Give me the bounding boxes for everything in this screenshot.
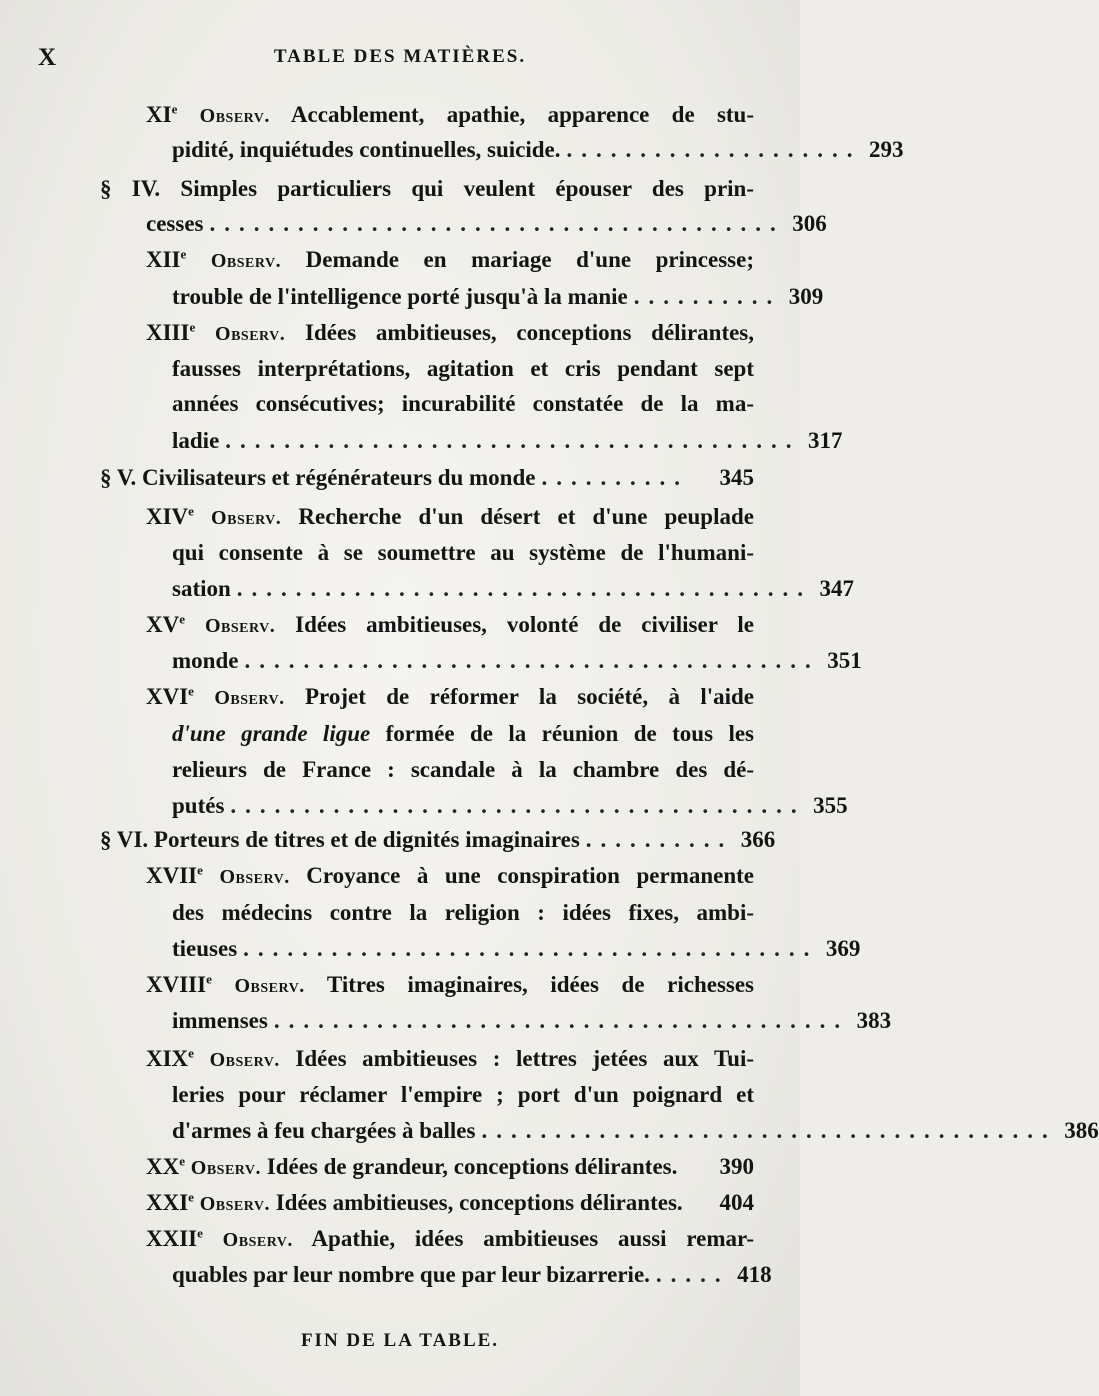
toc-entry-obs-15: XVe Observ. Idées ambitieuses, volonté de civiliser le	[146, 611, 755, 637]
toc-entry-obs-20: XXe Observ. Idées de grandeur, conceptions délirantes. 390	[146, 1150, 754, 1184]
toc-entry-obs-13-cont3: ladie ....................................... 317	[172, 424, 754, 458]
page-ref: 306	[792, 211, 827, 236]
page-ref: 383	[856, 1008, 892, 1033]
page-ref: 418	[737, 1262, 772, 1287]
toc-entry-obs-12-cont: trouble de l'intelligence porté jusqu'à la manie .......... 309	[172, 280, 754, 314]
toc-entry-obs-13-cont2: années consécutives; incurabilité constatée de la ma-	[172, 391, 754, 416]
toc-entry-obs-13: XIIIe Observ. Idées ambitieuses, conceptions délirantes,	[146, 319, 755, 345]
page-ref: 345	[719, 465, 754, 490]
page-ref: 317	[808, 428, 843, 453]
toc-entry-obs-14-cont2: sation ....................................... 347	[172, 572, 754, 606]
page-ref: 390	[719, 1154, 754, 1179]
page-ref: 355	[813, 793, 848, 818]
toc-section-6: § VI. Porteurs de titres et de dignités imaginaires .......... 366	[100, 823, 754, 857]
toc-entry-obs-16-cont2: relieurs de France : scandale à la chambre des dé-	[172, 757, 754, 782]
toc-entry-obs-19-cont1: leries pour réclamer l'empire ; port d'un poignard et	[172, 1082, 754, 1107]
toc-entry-obs-14: XIVe Observ. Recherche d'un désert et d'une peuplade	[146, 503, 754, 529]
page-ref: 347	[819, 576, 855, 601]
page-ref: 309	[788, 284, 824, 309]
toc-entry-obs-11-cont: pidité, inquiétudes continuelles, suicide. .................... 293	[172, 133, 754, 167]
page-title: TABLE DES MATIÈRES.	[273, 46, 527, 67]
toc-entry-obs-14-cont1: qui consente à se soumettre au système de l'humani-	[172, 540, 754, 565]
page-ref: 369	[825, 936, 861, 961]
toc-entry-obs-15-cont: monde ....................................... 351	[172, 644, 754, 678]
toc-section-5: § V. Civilisateurs et régénérateurs du monde .......... 345	[100, 461, 754, 495]
toc-entry-obs-22-cont: quables par leur nombre que par leur bizarrerie. ..... 418	[172, 1258, 754, 1292]
toc-entry-obs-16-cont3: putés ....................................... 355	[172, 789, 754, 823]
toc-entry-obs-16-cont1: d'une grande ligue formée de la réunion de tous les	[172, 721, 754, 746]
toc-entry-obs-19: XIXe Observ. Idées ambitieuses : lettres jetées aux Tui-	[146, 1045, 755, 1071]
toc-section-4-cont: cesses ....................................... 306	[146, 207, 754, 241]
toc-entry-obs-18-cont: immenses ....................................... 383	[172, 1004, 760, 1038]
page-number: X	[38, 44, 58, 71]
page-ref: 366	[740, 827, 776, 852]
toc-entry-obs-17-cont1: des médecins contre la religion : idées fixes, ambi-	[172, 900, 754, 925]
toc-entry-obs-17: XVIIe Observ. Croyance à une conspiration permanente	[146, 862, 755, 888]
page-ref: 351	[827, 648, 862, 673]
toc-entry-obs-21: XXIe Observ. Idées ambitieuses, conceptions délirantes. 404	[146, 1186, 754, 1220]
toc-entry-obs-13-cont1: fausses interprétations, agitation et cris pendant sept	[172, 356, 754, 381]
toc-entry-obs-18: XVIIIe Observ. Titres imaginaires, idées de richesses	[146, 971, 755, 997]
toc-entry-obs-17-cont2: tieuses ....................................... 369	[172, 932, 754, 966]
toc-entry-obs-12: XIIe Observ. Demande en mariage d'une princesse;	[146, 246, 754, 272]
page-ref: 404	[719, 1190, 754, 1215]
toc-entry-obs-16: XVIe Observ. Projet de réformer la société, à l'aide	[146, 683, 755, 709]
page-ref: 386	[1064, 1118, 1099, 1143]
toc-entry-obs-11: XIe Observ. Accablement, apathie, apparence de stu-	[146, 101, 755, 127]
page-ref: 293	[869, 137, 904, 162]
toc-entry-obs-19-cont2: d'armes à feu chargées à balles ....................................... 386	[172, 1114, 754, 1148]
toc-entry-obs-22: XXIIe Observ. Apathie, idées ambitieuses aussi remar-	[146, 1225, 754, 1251]
end-of-table: FIN DE LA TABLE.	[300, 1330, 500, 1351]
toc-section-4: § IV. Simples particuliers qui veulent épouser des prin-	[100, 176, 754, 201]
